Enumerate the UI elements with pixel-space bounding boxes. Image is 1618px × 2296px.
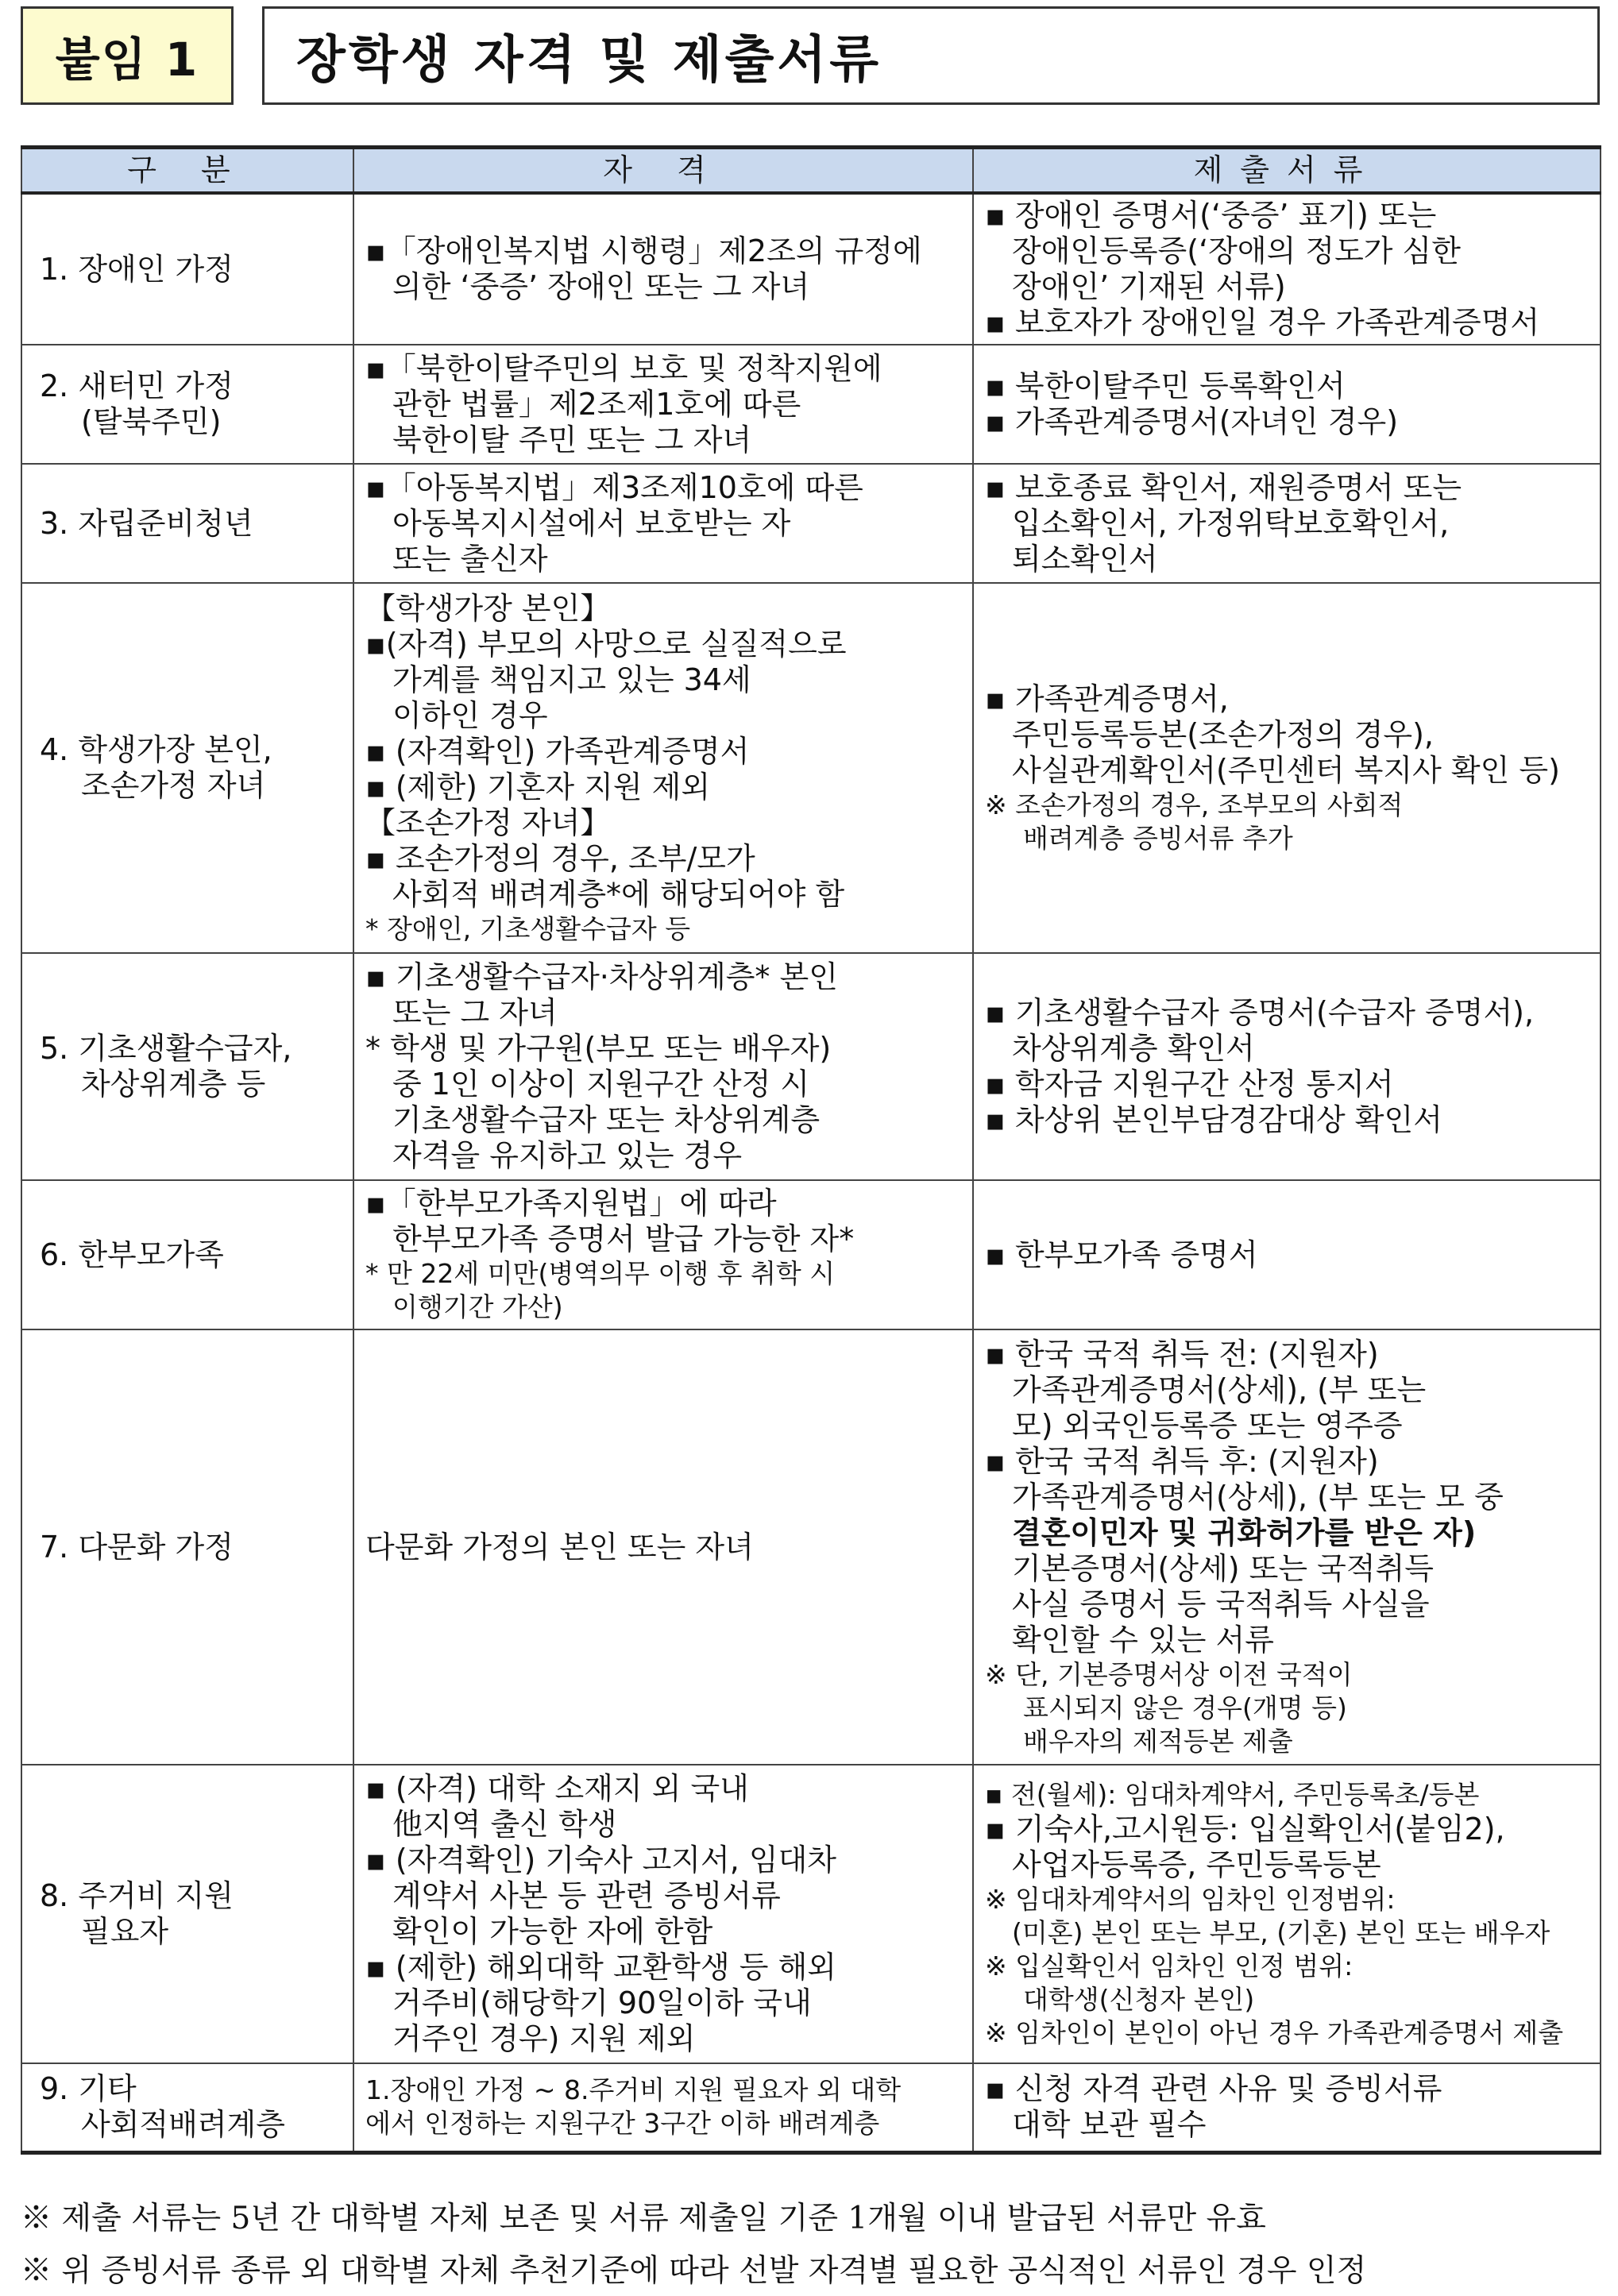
qualification-cell	[353, 464, 973, 583]
table-row	[21, 464, 1601, 583]
qualification-cell	[353, 193, 973, 345]
document-line: ※ 입실확인서 임차인 인정 범위:	[985, 1951, 1353, 1982]
documents-cell	[973, 1180, 1601, 1329]
document-line: ▪ 기초생활수급자 증명서(수급자 증명서),	[985, 995, 1535, 1030]
qualification-line: 가계를 책임지고 있는 34세	[392, 662, 751, 697]
table-row	[21, 1765, 1601, 2063]
documents-cell	[973, 345, 1601, 464]
qualification-line: 의한 ‘중증’ 장애인 또는 그 자녀	[392, 269, 810, 304]
category-cell	[21, 953, 353, 1180]
qualification-line: 사회적 배려계층*에 해당되어야 함	[392, 876, 845, 912]
category-cell	[21, 583, 353, 953]
qualification-line: 이행기간 가산)	[392, 1291, 563, 1322]
document-line: ▪ 한부모가족 증명서	[985, 1237, 1258, 1272]
category-label: 조손가정 자녀	[81, 768, 266, 803]
qualification-line: 1.장애인 가정 ~ 8.주거비 지원 필요자 외 대학	[365, 2074, 902, 2106]
qualification-line: 북한이탈 주민 또는 그 자녀	[392, 422, 752, 457]
document-line: ▪ 기숙사,고시원등: 입실확인서(붙임2),	[985, 1812, 1505, 1846]
document-line: ▪ 보호종료 확인서, 재원증명서 또는	[985, 469, 1462, 505]
document-line: 장애인’ 기재된 서류)	[1012, 269, 1286, 304]
qualification-line: 자격을 유지하고 있는 경우	[392, 1138, 743, 1173]
document-line: 사실관계확인서(주민센터 복지사 확인 등)	[1012, 752, 1560, 788]
document-line: 장애인등록증(‘장애의 정도가 심한	[1012, 233, 1461, 268]
attachment-badge: 붙임 1	[21, 6, 234, 105]
table-row	[21, 2063, 1601, 2152]
documents-cell	[973, 2063, 1601, 2152]
document-line: ▪ 학자금 지원구간 산정 통지서	[985, 1067, 1394, 1102]
qualification-line: 또는 출신자	[392, 541, 548, 577]
category-cell	[21, 1329, 353, 1765]
qualification-line: 【학생가장 본인】	[365, 590, 611, 626]
document-line: 사실 증명서 등 국적취득 사실을	[1012, 1586, 1430, 1622]
document-line: ▪ 전(월세): 임대차계약서, 주민등록초/등본	[985, 1779, 1480, 1810]
qualification-line: ▪ (제한) 해외대학 교환학생 등 해외	[365, 1950, 837, 1985]
qualification-line: 거주비(해당학기 90일이하 국내	[392, 1985, 812, 2020]
document-line: ▪ 보호자가 장애인일 경우 가족관계증명서	[985, 305, 1540, 340]
table-row	[21, 1329, 1601, 1765]
qualification-line: 다문화 가정의 본인 또는 자녀	[365, 1529, 754, 1565]
category-label: 8. 주거비 지원	[40, 1878, 234, 1913]
qualification-line: 에서 인정하는 지원구간 3구간 이하 배려계층	[365, 2108, 880, 2140]
footnote-2: ※ 위 증빙서류 종류 외 대학별 자체 추천기준에 따라 선발 자격별 필요한 공식적인 서류인 경우 인정	[21, 2253, 1367, 2289]
category-cell	[21, 193, 353, 345]
qualification-line: ▪「장애인복지법 시행령」제2조의 규정에	[365, 233, 922, 268]
scholarship-table	[21, 145, 1601, 2155]
document-line: 대학생(신청자 본인)	[1023, 1984, 1255, 2015]
table-row	[21, 1180, 1601, 1329]
qualification-line: ▪「아동복지법」제3조제10호에 따른	[365, 469, 863, 505]
qualification-line: 중 1인 이상이 지원구간 산정 시	[392, 1067, 810, 1102]
document-line: 차상위계층 확인서	[1012, 1031, 1255, 1066]
qualification-line: ▪ (자격확인) 가족관계증명서	[365, 733, 750, 769]
table-row	[21, 345, 1601, 464]
document-line: 사업자등록증, 주민등록등본	[1012, 1847, 1381, 1882]
document-line: ※ 단, 기본증명서상 이전 국적이	[985, 1658, 1353, 1690]
qualification-cell	[353, 583, 973, 953]
document-line: ▪ 차상위 본인부담경감대상 확인서	[985, 1102, 1442, 1137]
document-line: 가족관계증명서(상세), (부 또는 모 중	[1012, 1479, 1504, 1515]
category-label: 2. 새터민 가정	[40, 369, 234, 403]
qualification-line: 또는 그 자녀	[392, 995, 558, 1030]
document-line: ▪ 가족관계증명서(자녀인 경우)	[985, 404, 1399, 439]
document-line: 모) 외국인등록증 또는 영주증	[1012, 1407, 1403, 1443]
category-label: 사회적배려계층	[81, 2107, 285, 2143]
category-cell	[21, 464, 353, 583]
qualification-line: ▪「북한이탈주민의 보호 및 정착지원에	[365, 350, 882, 386]
qualification-cell	[353, 1329, 973, 1765]
documents-cell	[973, 953, 1601, 1180]
qualification-line: ▪ 조손가정의 경우, 조부/모가	[365, 840, 755, 876]
page-title: 장학생 자격 및 제출서류	[262, 6, 1600, 105]
table-row	[21, 953, 1601, 1180]
document-line: ※ 임대차계약서의 임차인 인정범위:	[985, 1884, 1396, 1915]
category-label: 필요자	[81, 1914, 169, 1949]
category-cell	[21, 2063, 353, 2152]
documents-cell	[973, 193, 1601, 345]
qualification-line: 他지역 출신 학생	[392, 1807, 617, 1842]
document-line: ▪ 신청 자격 관련 사유 및 증빙서류	[985, 2071, 1442, 2107]
qualification-cell	[353, 1765, 973, 2063]
document-line: 주민등록등본(조손가정의 경우),	[1012, 716, 1435, 752]
category-label: 4. 학생가장 본인,	[40, 732, 272, 767]
qualification-line: 거주인 경우) 지원 제외	[392, 2021, 696, 2056]
qualification-line: ▪ (제한) 기혼자 지원 제외	[365, 769, 711, 805]
qualification-line: 【조손가정 자녀】	[365, 805, 611, 840]
qualification-line: 기초생활수급자 또는 차상위계층	[392, 1102, 821, 1137]
category-label: 차상위계층 등	[81, 1067, 266, 1102]
qualification-cell	[353, 1180, 973, 1329]
document-line: 표시되지 않은 경우(개명 등)	[1023, 1692, 1347, 1723]
qualification-line: ▪「한부모가족지원법」에 따라	[365, 1186, 777, 1221]
qualification-line: ▪(자격) 부모의 사망으로 실질적으로	[365, 626, 847, 662]
documents-cell	[973, 1329, 1601, 1765]
category-label: 7. 다문화 가정	[40, 1529, 234, 1565]
qualification-line: 한부모가족 증명서 발급 가능한 자*	[392, 1221, 855, 1256]
document-line: ▪ 가족관계증명서,	[985, 681, 1229, 716]
document-line: 가족관계증명서(상세), (부 또는	[1012, 1372, 1427, 1407]
qualification-line: ▪ (자격) 대학 소재지 외 국내	[365, 1771, 749, 1806]
documents-cell	[973, 1765, 1601, 2063]
qualification-line: 확인이 가능한 자에 한함	[392, 1914, 713, 1949]
qualification-line: 계약서 사본 등 관련 증빙서류	[392, 1878, 781, 1913]
qualification-line: 아동복지시설에서 보호받는 자	[392, 505, 791, 541]
category-label: 5. 기초생활수급자,	[40, 1031, 292, 1066]
qualification-cell	[353, 2063, 973, 2152]
document-line: 확인할 수 있는 서류	[1012, 1622, 1274, 1657]
qualification-line: ▪ (자격확인) 기숙사 고지서, 임대차	[365, 1843, 837, 1877]
qualification-line: ▪ 기초생활수급자·차상위계층* 본인	[365, 959, 838, 994]
document-line: (미혼) 본인 또는 부모, (기혼) 본인 또는 배우자	[1012, 1917, 1550, 1948]
document-line: 입소확인서, 가정위탁보호확인서,	[1012, 505, 1450, 541]
document-line: 배우자의 제적등본 제출	[1023, 1725, 1293, 1757]
footnote-1: ※ 제출 서류는 5년 간 대학별 자체 보존 및 서류 제출일 기준 1개월 이내 발급된 서류만 유효	[21, 2201, 1266, 2236]
document-line: ▪ 한국 국적 취득 후: (지원자)	[985, 1443, 1379, 1479]
table-header-row	[21, 148, 1601, 194]
category-label: (탈북주민)	[81, 404, 222, 439]
document-line: 결혼이민자 및 귀화허가를 받은 자)	[1012, 1515, 1477, 1550]
category-cell	[21, 1180, 353, 1329]
qualification-cell	[353, 953, 973, 1180]
category-cell	[21, 345, 353, 464]
column-header-category: 구 분	[21, 148, 353, 194]
category-label: 3. 자립준비청년	[40, 505, 253, 541]
category-cell	[21, 1765, 353, 2063]
documents-cell	[973, 583, 1601, 953]
table-row	[21, 583, 1601, 953]
document-line: ※ 임차인이 본인이 아닌 경우 가족관계증명서 제출	[985, 2017, 1564, 2048]
document-line: 배려계층 증빙서류 추가	[1023, 822, 1293, 854]
qualification-line: 관한 법률」제2조제1호에 따른	[392, 386, 801, 422]
column-header-documents: 제출서류	[973, 148, 1601, 194]
document-line: 대학 보관 필수	[1012, 2107, 1207, 2143]
document-line: ▪ 한국 국적 취득 전: (지원자)	[985, 1336, 1379, 1372]
document-line: 기본증명서(상세) 또는 국적취득	[1012, 1550, 1435, 1586]
qualification-line: * 만 22세 미만(병역의무 이행 후 취학 시	[365, 1258, 836, 1289]
documents-cell	[973, 464, 1601, 583]
document-line: ▪ 북한이탈주민 등록확인서	[985, 369, 1346, 403]
table-row	[21, 193, 1601, 345]
qualification-cell	[353, 345, 973, 464]
qualification-line: * 학생 및 가구원(부모 또는 배우자)	[365, 1031, 832, 1066]
document-line: 퇴소확인서	[1012, 541, 1158, 577]
qualification-line: * 장애인, 기초생활수급자 등	[365, 913, 691, 944]
column-header-qualification: 자 격	[353, 148, 973, 194]
document-line: ※ 조손가정의 경우, 조부모의 사회적	[985, 789, 1404, 820]
category-label: 1. 장애인 가정	[40, 251, 234, 287]
document-line: ▪ 장애인 증명서(‘중증’ 표기) 또는	[985, 198, 1437, 233]
category-label: 6. 한부모가족	[40, 1237, 224, 1272]
qualification-line: 이하인 경우	[392, 697, 548, 733]
category-label: 9. 기타	[40, 2071, 137, 2107]
